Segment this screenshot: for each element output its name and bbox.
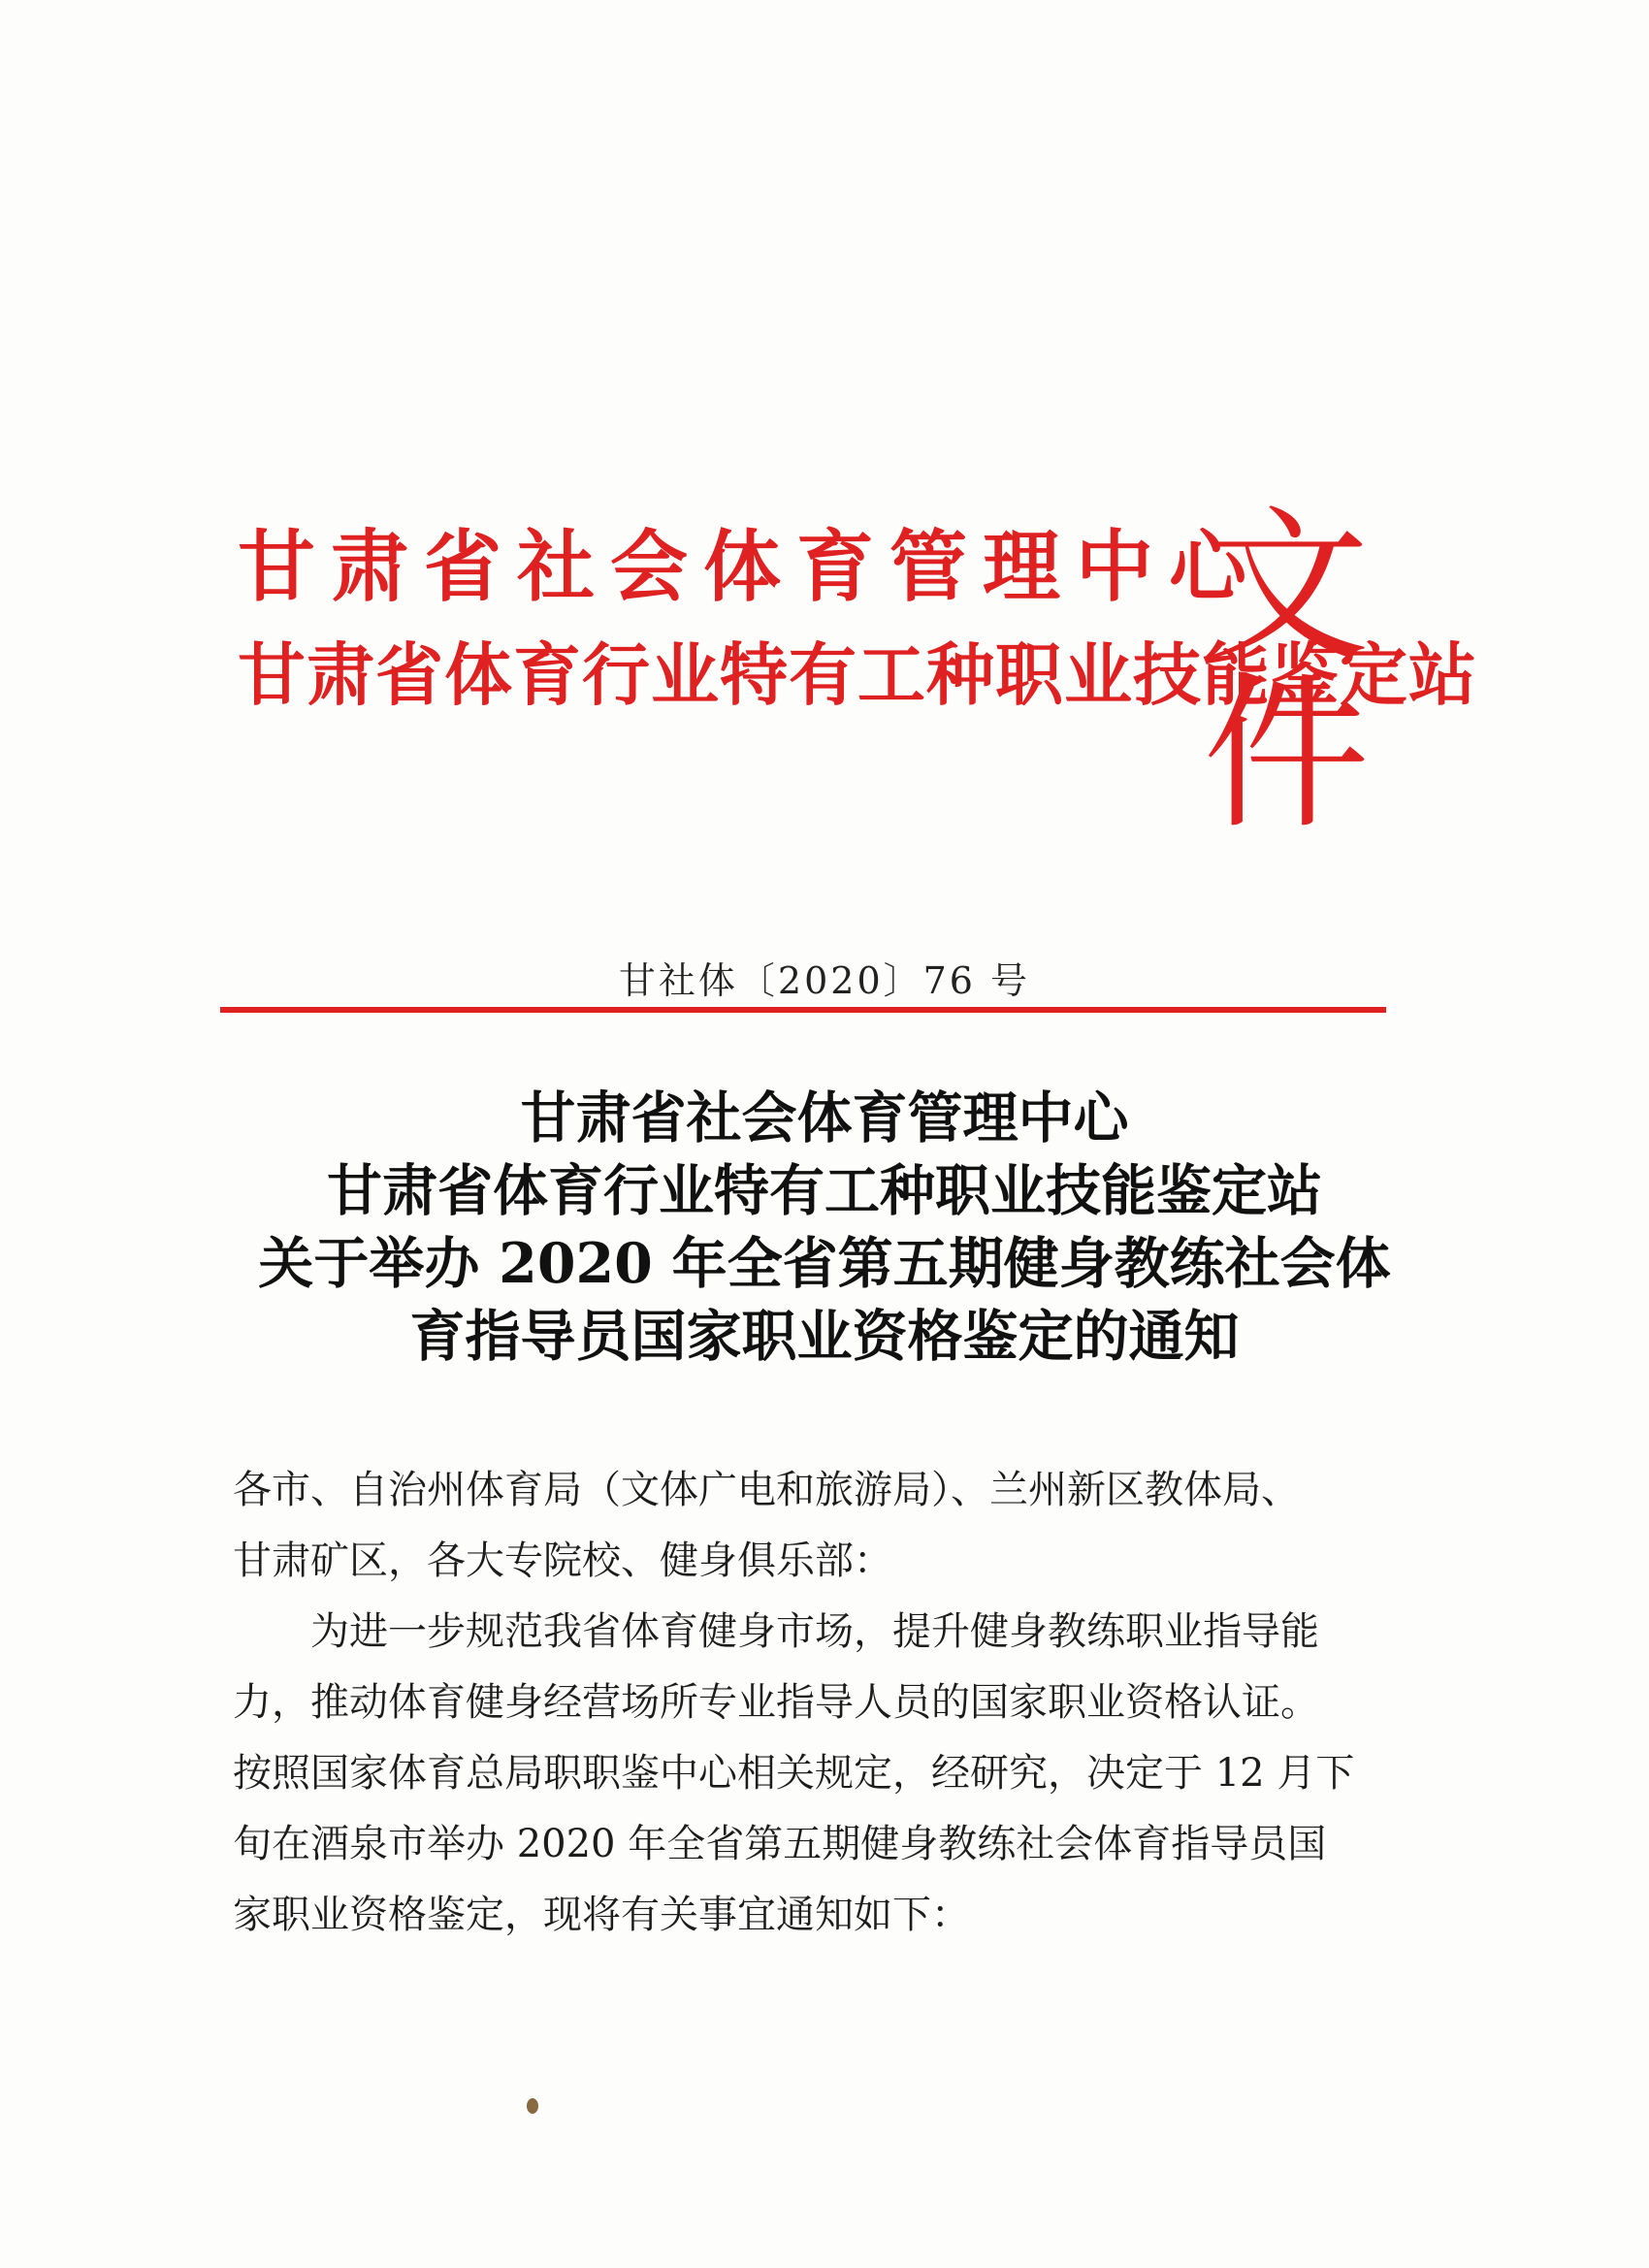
title-line-4: 育指导员国家职业资格鉴定的通知 bbox=[409, 1304, 1240, 1369]
body-line: 为进一步规范我省体育健身市场，提升健身教练职业指导能 bbox=[310, 1609, 1319, 1654]
letterhead-org-2: 甘肃省体育行业特有工种职业技能鉴定站 bbox=[238, 634, 1477, 715]
title-line-1: 甘肃省社会体育管理中心 bbox=[520, 1085, 1129, 1150]
letterhead-org-1: 甘肃省社会体育管理中心 bbox=[238, 521, 1262, 612]
body-line: 各市、自治州体育局（文体广电和旅游局）、兰州新区教体局、 bbox=[233, 1468, 1300, 1512]
document-number: 甘社体〔2020〕76 号 bbox=[618, 959, 1031, 1002]
body-line: 力，推动体育健身经营场所专业指导人员的国家职业资格认证。 bbox=[233, 1680, 1319, 1725]
title-line-3: 关于举办 2020 年全省第五期健身教练社会体 bbox=[258, 1231, 1391, 1296]
red-divider bbox=[220, 1007, 1386, 1013]
letterhead-suffix: 文件 bbox=[1203, 490, 1364, 852]
body-line: 按照国家体育总局职职鉴中心相关规定，经研究，决定于 12 月下 bbox=[233, 1751, 1355, 1796]
body-line: 旬在酒泉市举办 2020 年全省第五期健身教练社会体育指导员国 bbox=[233, 1822, 1327, 1866]
paper-stain bbox=[527, 2098, 538, 2114]
body-line: 家职业资格鉴定，现将有关事宜通知如下： bbox=[233, 1893, 970, 1937]
document-title bbox=[0, 1082, 1649, 1373]
red-letterhead bbox=[218, 485, 1477, 852]
body-line: 甘肃矿区，各大专院校、健身俱乐部： bbox=[233, 1539, 892, 1583]
document-body bbox=[233, 1455, 1416, 1951]
title-line-2: 甘肃省体育行业特有工种职业技能鉴定站 bbox=[327, 1158, 1322, 1223]
